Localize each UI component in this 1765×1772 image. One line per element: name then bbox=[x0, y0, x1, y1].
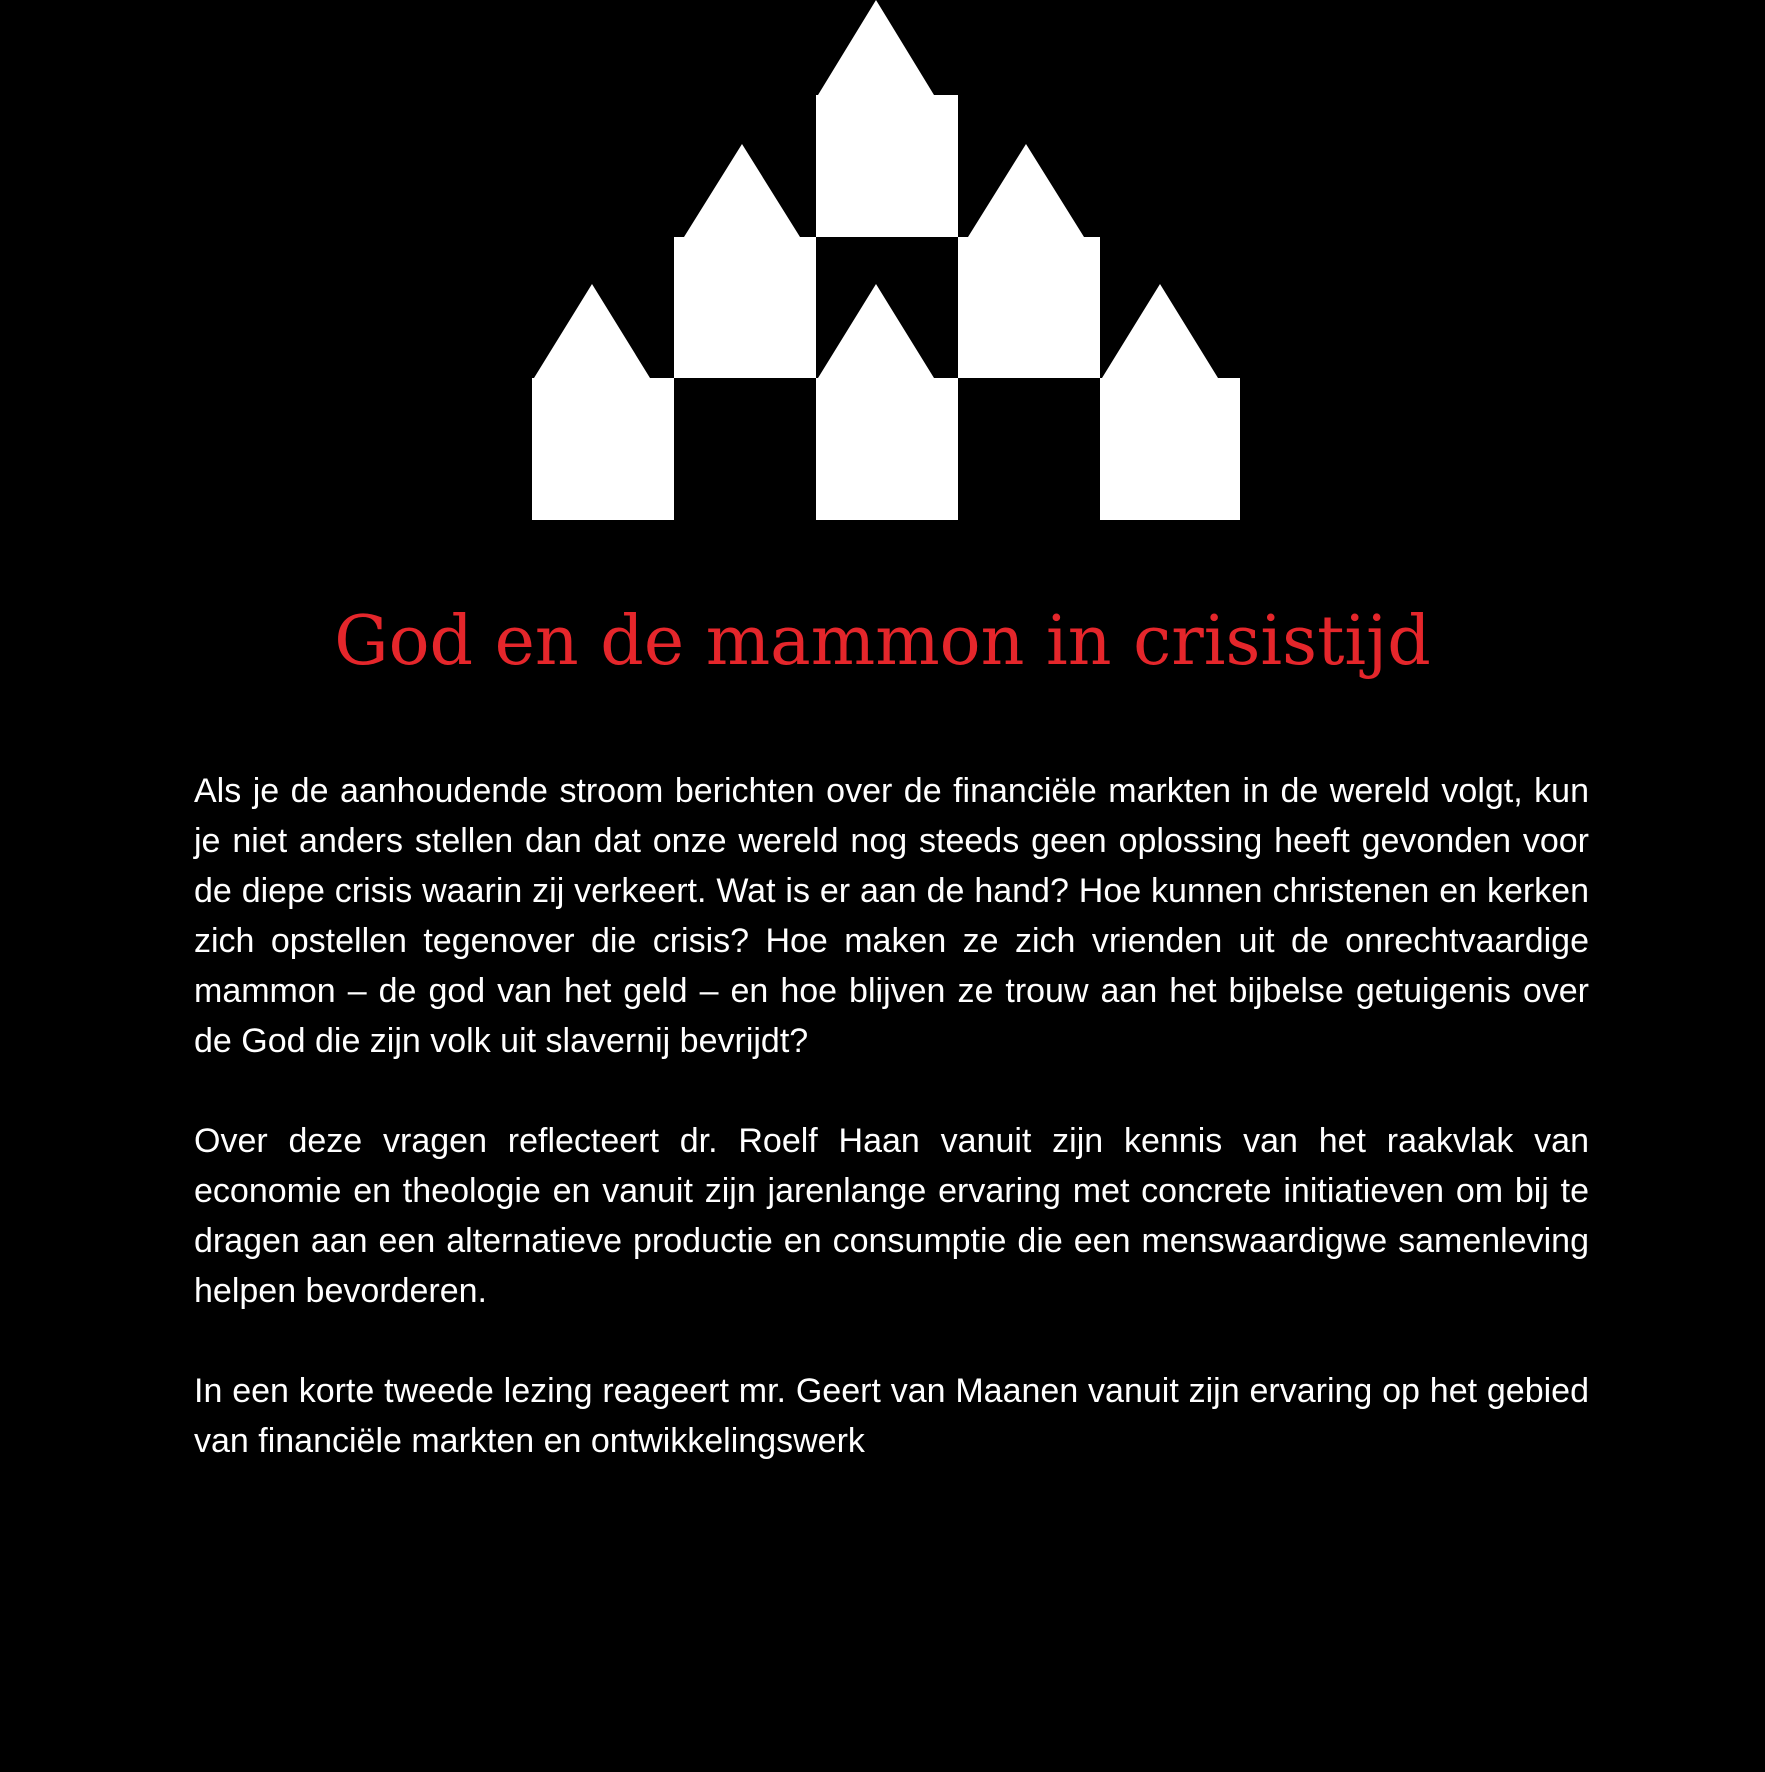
paragraph: In een korte tweede lezing reageert mr. Geert van Maanen vanuit zijn ervaring op het gebied van financiële markten en ontwikkelingswerk bbox=[194, 1372, 1589, 1460]
description-text bbox=[194, 766, 1589, 1516]
tower-bottom-right bbox=[1100, 284, 1240, 520]
tower-bottom-left bbox=[532, 284, 674, 520]
church-towers-logo bbox=[531, 0, 1241, 522]
page-title: God en de mammon in crisistijd bbox=[334, 602, 1431, 681]
tower-bottom-center bbox=[816, 284, 958, 520]
paragraph: Over deze vragen reflecteert dr. Roelf Haan vanuit zijn kennis van het raakvlak van economie en theologie en vanuit zijn jarenlange ervaring met concrete initiatieven om bij te dragen aan een alternatieve productie en consumptie die een menswaardigwe samenleving helpen bevorderen. bbox=[194, 1122, 1589, 1310]
paragraph: Als je de aanhoudende stroom berichten over de financiële markten in de wereld volgt, kun je niet anders stellen dan dat onze wereld nog steeds geen oplossing heeft gevonden voor de diepe crisis waarin zij verkeert. Wat is er aan de hand? Hoe kunnen christenen en kerken zich opstellen tegenover die crisis? Hoe maken ze zich vrienden uit de onrechtvaardige mammon – de god van het geld – en hoe blijven ze trouw aan het bijbelse getuigenis over de God die zijn volk uit slavernij bevrijdt? bbox=[194, 772, 1589, 1060]
